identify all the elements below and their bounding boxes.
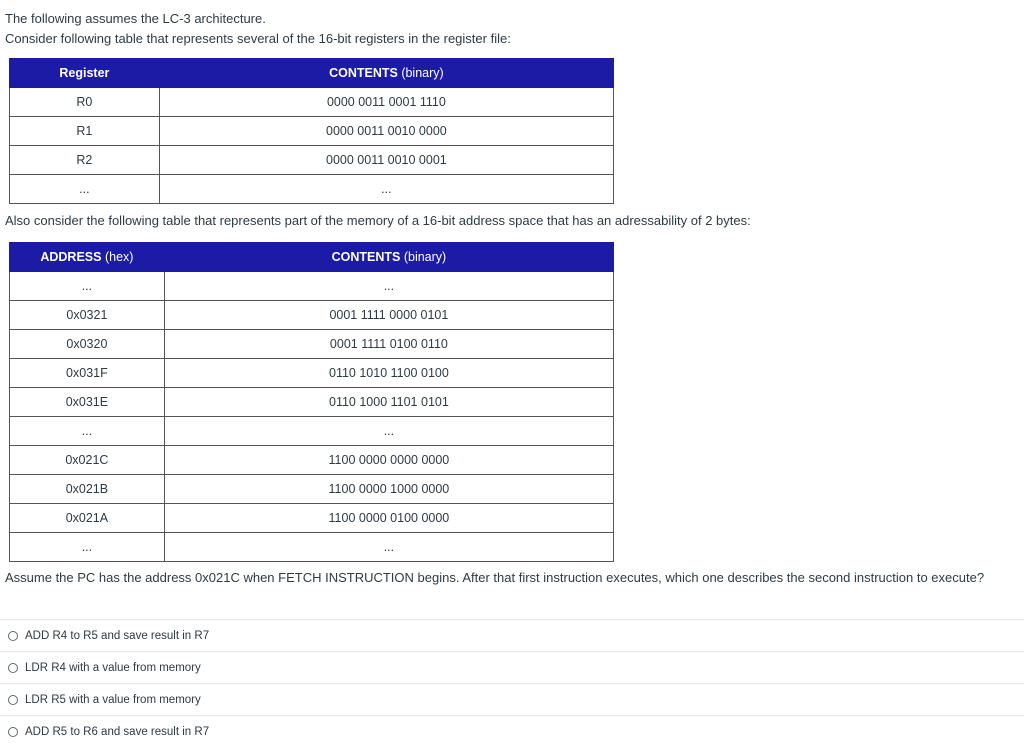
memory-contents-column-header: CONTENTS (binary) [164,243,613,272]
memory-contents: 0110 1010 1100 0100 [164,359,613,388]
memory-address: 0x031E [10,388,165,417]
table-row [10,88,614,117]
memory-contents: ... [164,272,613,301]
memory-address: 0x021B [10,475,165,504]
register-table [9,58,614,204]
register-contents-column-header: CONTENTS (binary) [159,59,613,88]
register-column-header: Register [10,59,160,88]
answer-list [0,619,1024,745]
table-row [10,533,614,562]
memory-address: ... [10,272,165,301]
memory-contents: ... [164,533,613,562]
table-row [10,446,614,475]
question-text: Assume the PC has the address 0x021C when FETCH INSTRUCTION begins. After that first instruction executes, which one describes the second instruction to execute? [5,570,985,585]
table-row [10,475,614,504]
memory-address: ... [10,417,165,446]
table-row [10,417,614,446]
answer-label: LDR R4 with a value from memory [25,661,201,674]
memory-intro-text: Also consider the following table that represents part of the memory of a 16-bit address space that has an adressability of 2 bytes: [5,213,751,228]
memory-contents: 1100 0000 0000 0000 [164,446,613,475]
answer-option-1[interactable] [0,619,1024,651]
intro-line-1: The following assumes the LC-3 architecture. [5,11,266,26]
answer-label: ADD R4 to R5 and save result in R7 [25,629,210,642]
memory-address: 0x021A [10,504,165,533]
radio-button[interactable] [8,695,18,705]
radio-button[interactable] [8,631,18,641]
radio-button[interactable] [8,663,18,673]
register-contents: ... [159,175,613,204]
table-row [10,504,614,533]
table-row [10,359,614,388]
register-table-header [10,59,614,88]
answer-option-4[interactable] [0,715,1024,745]
radio-button[interactable] [8,727,18,737]
answer-option-3[interactable] [0,683,1024,715]
table-row [10,272,614,301]
memory-address: 0x031F [10,359,165,388]
table-row [10,388,614,417]
register-name: R1 [10,117,160,146]
table-row [10,146,614,175]
memory-address: 0x0321 [10,301,165,330]
intro-line-2: Consider following table that represents several of the 16-bit registers in the register file: [5,31,511,46]
table-row [10,117,614,146]
register-contents: 0000 0011 0010 0000 [159,117,613,146]
answer-label: ADD R5 to R6 and save result in R7 [25,725,210,738]
memory-contents: 1100 0000 1000 0000 [164,475,613,504]
register-contents: 0000 0011 0001 1110 [159,88,613,117]
table-row [10,330,614,359]
memory-contents: 0001 1111 0000 0101 [164,301,613,330]
memory-contents: 1100 0000 0100 0000 [164,504,613,533]
register-name: ... [10,175,160,204]
register-name: R0 [10,88,160,117]
memory-address: 0x021C [10,446,165,475]
answer-option-2[interactable] [0,651,1024,683]
register-contents: 0000 0011 0010 0001 [159,146,613,175]
intro-text [5,9,511,49]
memory-address: ... [10,533,165,562]
table-row [10,175,614,204]
answer-label: LDR R5 with a value from memory [25,693,201,706]
memory-contents: ... [164,417,613,446]
memory-table-header [10,243,614,272]
memory-contents: 0110 1000 1101 0101 [164,388,613,417]
memory-contents: 0001 1111 0100 0110 [164,330,613,359]
memory-table [9,242,614,562]
register-name: R2 [10,146,160,175]
table-row [10,301,614,330]
memory-address: 0x0320 [10,330,165,359]
address-column-header: ADDRESS (hex) [10,243,165,272]
